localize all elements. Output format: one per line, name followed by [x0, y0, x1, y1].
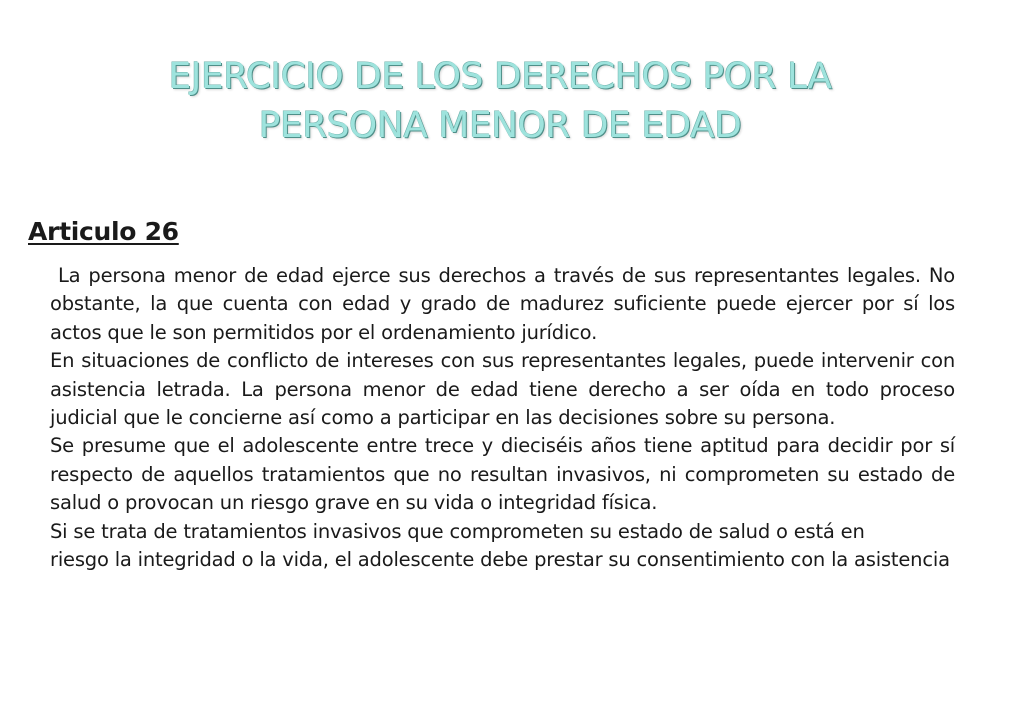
slide-title-line-2: PERSONA MENOR DE EDAD	[258, 105, 742, 146]
article-paragraph-2: En situaciones de conflicto de intereses con sus representantes legales, puede intervenir con asistencia letrada. La persona menor de edad tiene derecho a ser oída en todo proceso judicial que le concierne así como a participar en las decisiones sobre su persona.	[50, 349, 955, 430]
article-paragraph-4: Si se trata de tratamientos invasivos que comprometen su estado de salud o está en	[50, 519, 865, 543]
slide-title	[90, 52, 910, 150]
article-paragraph-3: Se presume que el adolescente entre trece y dieciséis años tiene aptitud para decidir por sí respecto de aquellos tratamientos que no resultan invasivos, ni comprometen su estado de salud o provocan un riesgo grave en su vida o integridad física.	[50, 434, 955, 515]
slide-title-line-1: EJERCICIO DE LOS DERECHOS POR LA	[168, 56, 832, 97]
article-body	[50, 262, 955, 574]
article-paragraph-1: La persona menor de edad ejerce sus derechos a través de sus representantes legales. No obstante, la que cuenta con edad y grado de madurez suficiente puede ejercer por sí los actos que le son permitidos por el ordenamiento jurídico.	[50, 264, 955, 344]
article-paragraph-5: riesgo la integridad o la vida, el adolescente debe prestar su consentimiento con la asistencia	[50, 548, 950, 572]
article-heading: Articulo 26	[28, 217, 179, 246]
